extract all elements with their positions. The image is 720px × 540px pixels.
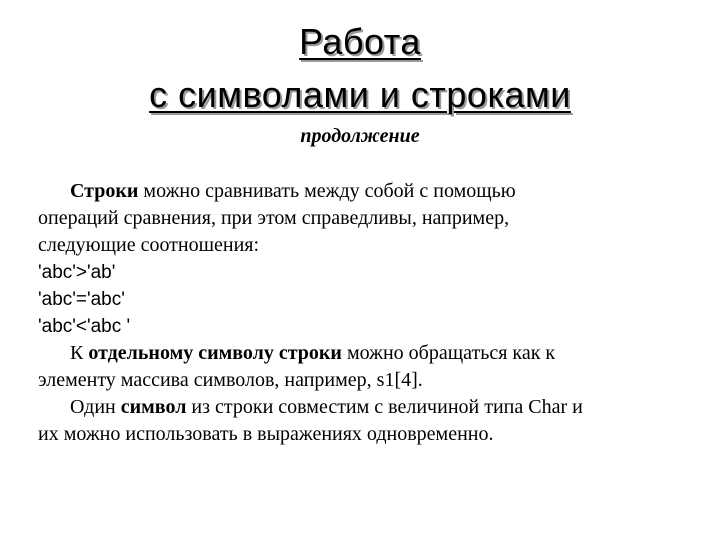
para3-line1: [38, 394, 698, 421]
example-2: 'abc'='abc': [38, 289, 125, 310]
para3-line2: их можно использовать в выражениях одновременно.: [38, 423, 494, 445]
para1-text: можно сравнивать между собой с помощью: [138, 180, 516, 202]
slide-title-line-2: с символами и строками: [149, 74, 571, 115]
example-1: 'abc'>'ab': [38, 262, 116, 283]
slide-body: [38, 178, 698, 448]
para3-bold: символ: [120, 396, 187, 418]
para2-line2: элементу массива символов, например, s1[4].: [38, 369, 423, 391]
example-3: 'abc'<'abc ': [38, 316, 131, 337]
para2-line1: [38, 340, 698, 367]
para3-pre: Один: [70, 396, 121, 418]
para2-pre: К: [70, 342, 89, 364]
para1-line2: операций сравнения, при этом справедливы, например,: [38, 207, 510, 229]
para3-post: из строки совместим с величиной типа Char и: [186, 396, 583, 418]
para2-bold: отдельному символу строки: [88, 342, 342, 364]
slide-subtitle: продолжение: [300, 125, 420, 147]
slide-title-line-1: Работа: [299, 21, 421, 62]
para1-bold: Строки: [70, 180, 139, 202]
para2-post: можно обращаться как к: [341, 342, 556, 364]
para1-line1: [38, 178, 698, 205]
para1-line3: следующие соотношения:: [38, 234, 260, 256]
